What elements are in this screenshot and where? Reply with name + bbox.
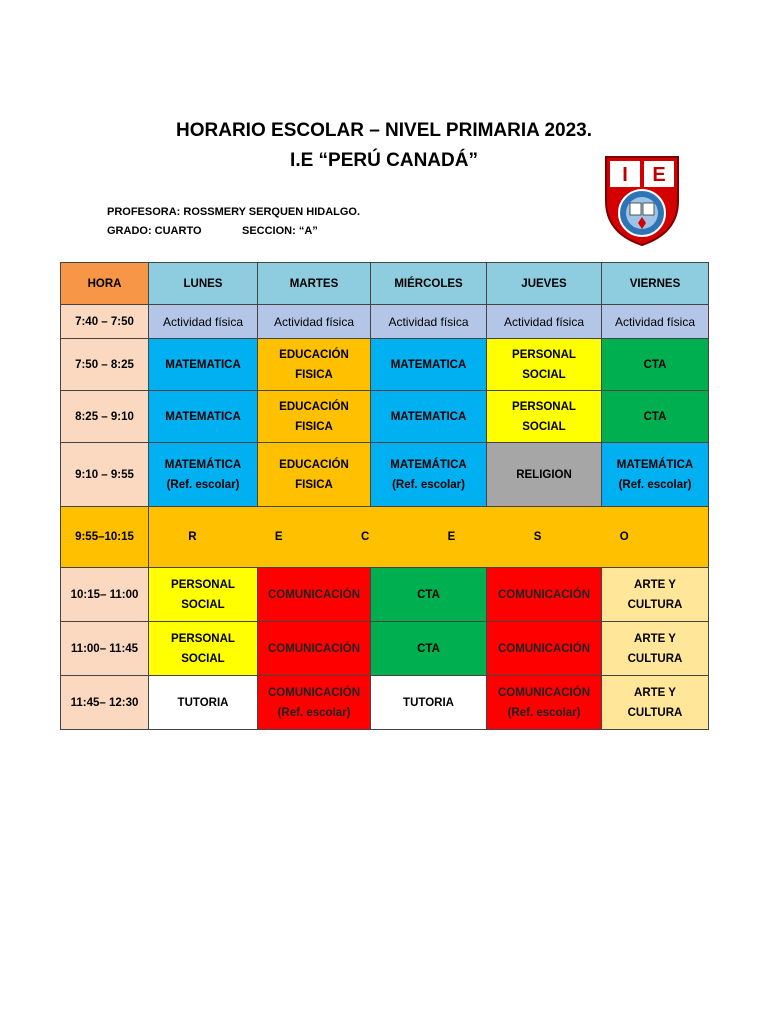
- class-cell: EDUCACIÓN FISICA: [258, 339, 371, 391]
- recreo-letter: E: [274, 531, 283, 543]
- class-cell: TUTORIA: [371, 676, 487, 730]
- class-cell: CTA: [602, 391, 709, 443]
- time-cell: 7:40 – 7:50: [61, 305, 149, 339]
- time-cell: 10:15– 11:00: [61, 568, 149, 622]
- section-label: SECCION: “A”: [242, 225, 318, 237]
- table-row: [61, 568, 709, 622]
- teacher-label: PROFESORA: ROSSMERY SERQUEN HIDALGO.: [107, 206, 361, 218]
- time-cell: 7:50 – 8:25: [61, 339, 149, 391]
- class-cell: MATEMATICA: [149, 339, 258, 391]
- class-cell: Actividad física: [371, 305, 487, 339]
- table-row: [61, 676, 709, 730]
- recreo-letter: O: [619, 531, 629, 543]
- class-cell: CTA: [371, 622, 487, 676]
- grade-label: GRADO: CUARTO: [107, 225, 202, 237]
- class-cell: EDUCACIÓN FISICA: [258, 443, 371, 507]
- time-cell: 8:25 – 9:10: [61, 391, 149, 443]
- recreo-letter: E: [447, 531, 456, 543]
- class-cell: MATEMATICA: [371, 339, 487, 391]
- recreo-letter: S: [533, 531, 542, 543]
- class-cell: COMUNICACIÓN: [487, 568, 602, 622]
- recreo-letter: R: [188, 531, 197, 543]
- header-miercoles: MIÉRCOLES: [371, 263, 487, 305]
- class-cell: Actividad física: [258, 305, 371, 339]
- class-cell: COMUNICACIÓN: [258, 568, 371, 622]
- table-row: [61, 339, 709, 391]
- class-cell: MATEMÁTICA (Ref. escolar): [371, 443, 487, 507]
- class-cell: PERSONAL SOCIAL: [149, 568, 258, 622]
- class-cell: Actividad física: [487, 305, 602, 339]
- time-cell: 11:45– 12:30: [61, 676, 149, 730]
- class-cell: ARTE Y CULTURA: [602, 622, 709, 676]
- class-cell: ARTE Y CULTURA: [602, 568, 709, 622]
- recreo-row: [61, 507, 709, 568]
- class-cell: MATEMATICA: [371, 391, 487, 443]
- table-row: [61, 391, 709, 443]
- class-cell: ARTE Y CULTURA: [602, 676, 709, 730]
- class-cell: COMUNICACIÓN: [258, 622, 371, 676]
- table-row: [61, 443, 709, 507]
- recreo-time: 9:55–10:15: [61, 507, 149, 568]
- header-hora: HORA: [61, 263, 149, 305]
- page-title: HORARIO ESCOLAR – NIVEL PRIMARIA 2023.: [176, 120, 592, 141]
- class-cell: Actividad física: [149, 305, 258, 339]
- class-cell: MATEMATICA: [149, 391, 258, 443]
- class-cell: RELIGION: [487, 443, 602, 507]
- class-cell: MATEMÁTICA (Ref. escolar): [602, 443, 709, 507]
- header-row: [61, 263, 709, 305]
- header-jueves: JUEVES: [487, 263, 602, 305]
- class-cell: PERSONAL SOCIAL: [487, 339, 602, 391]
- class-cell: Actividad física: [602, 305, 709, 339]
- class-cell: COMUNICACIÓN: [487, 622, 602, 676]
- class-cell: COMUNICACIÓN (Ref. escolar): [258, 676, 371, 730]
- class-cell: CTA: [602, 339, 709, 391]
- time-cell: 11:00– 11:45: [61, 622, 149, 676]
- crest-letter-i: I: [622, 164, 628, 186]
- class-cell: MATEMÁTICA (Ref. escolar): [149, 443, 258, 507]
- class-cell: COMUNICACIÓN (Ref. escolar): [487, 676, 602, 730]
- school-name: I.E “PERÚ CANADÁ”: [290, 150, 478, 171]
- recreo-banner: [149, 507, 709, 568]
- schedule-table: [60, 262, 709, 730]
- crest-letter-e: E: [652, 164, 666, 186]
- class-cell: PERSONAL SOCIAL: [487, 391, 602, 443]
- class-cell: TUTORIA: [149, 676, 258, 730]
- class-cell: CTA: [371, 568, 487, 622]
- time-cell: 9:10 – 9:55: [61, 443, 149, 507]
- class-cell: PERSONAL SOCIAL: [149, 622, 258, 676]
- class-cell: EDUCACIÓN FISICA: [258, 391, 371, 443]
- table-row: [61, 622, 709, 676]
- recreo-letter: C: [360, 531, 370, 543]
- header-viernes: VIERNES: [602, 263, 709, 305]
- school-crest-icon: [596, 151, 688, 249]
- header-lunes: LUNES: [149, 263, 258, 305]
- header-martes: MARTES: [258, 263, 371, 305]
- table-row: [61, 305, 709, 339]
